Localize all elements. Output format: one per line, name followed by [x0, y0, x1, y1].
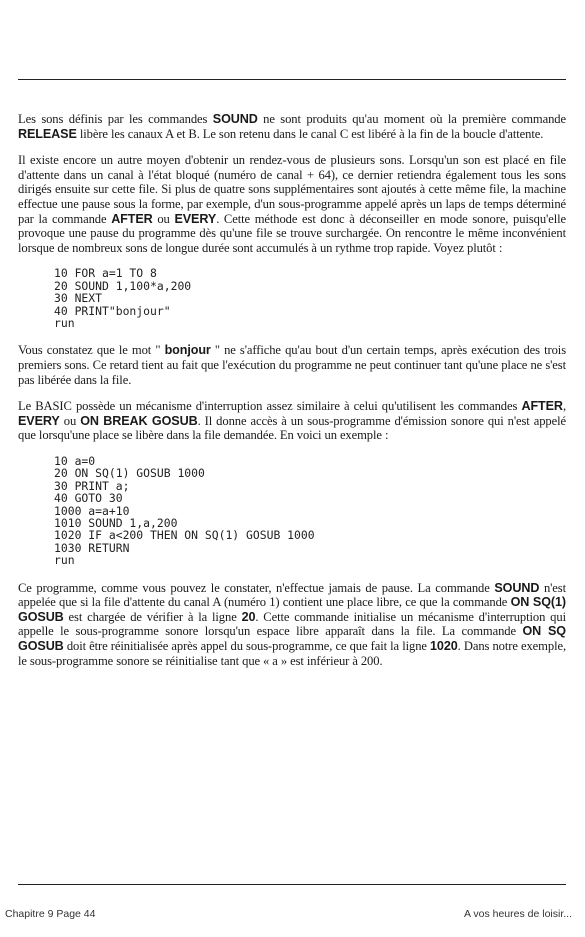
text-run: . Cette méthode est donc à déconseiller en mode sonore, puisqu'elle provoque une pause du programme dès qu'une file se trouve surchargée. On rencontre le même inconvénient lorsque de nombreux sons de longue durée sont accumulés à un rythme trop rapide. Voyez plutôt :: [18, 211, 566, 255]
text-run: . Il donne accès à un sous-programme d'émission sonore qui n'est appelé que lorsqu'une place se libère dans la file demandée. En voici un exemple :: [18, 413, 566, 443]
paragraph-3: [18, 343, 566, 387]
text-run: doit être réinitialisée après appel du sous-programme, ce que fait la ligne: [63, 638, 431, 653]
text-run: ou: [59, 413, 81, 428]
footer-chapter-page: Chapitre 9 Page 44: [5, 908, 96, 920]
text-run: Vous constatez que le mot ": [18, 343, 165, 358]
text-run: Le BASIC possède un mécanisme d'interruption assez similaire à celui qu'utilisent les commandes: [18, 399, 522, 414]
keyword: SOUND: [494, 580, 540, 595]
keyword: bonjour: [164, 343, 211, 358]
text-run: Les sons définis par les commandes: [18, 112, 213, 126]
paragraph-5: [18, 581, 566, 669]
code-listing-2: 10 a=0 20 ON SQ(1) GOSUB 1000 30 PRINT a; 40 GOTO 30 1000 a=a+10 1010 SOUND 1,a,200 1020 IF a<200 THEN ON SQ(1) GOSUB 1000 1030 RETURN run: [54, 453, 315, 568]
keyword: 20: [241, 609, 256, 624]
text-run: libère les canaux A et B. Le son retenu dans le canal C est libéré à la fin de la boucle d'attente.: [76, 126, 544, 141]
keyword: AFTER: [111, 211, 153, 226]
keyword: SOUND: [212, 112, 258, 126]
paragraph-4: [18, 399, 566, 443]
footer-rule: [18, 884, 566, 885]
text-run: n'est appelée que si la file d'attente du canal A (numéro 1) contient une place libre, ce que la commande: [18, 580, 567, 610]
text-run: . Cette commande initialise un mécanisme d'interruption qui appelle le sous-programme sonore lorsqu'un espace libre apparaît dans la file. La commande: [18, 609, 566, 639]
keyword: ON SQ(1) GOSUB: [18, 595, 566, 624]
text-run: . Dans notre exemple, le sous-programme sonore se réinitialise tant que « a » est inférieur à 200.: [18, 638, 567, 668]
text-run: ne sont produits qu'au moment où la première commande: [257, 112, 566, 126]
footer-book-title: A vos heures de loisir...: [464, 908, 572, 920]
paragraph-1: [18, 112, 566, 141]
header-rule: [18, 79, 566, 80]
text-run: Ce programme, comme vous pouvez le constater, n'effectue jamais de pause. La commande: [18, 580, 495, 595]
text-run: ou: [152, 211, 175, 226]
text-run: " ne s'affiche qu'au bout d'un certain temps, après exécution des trois premiers sons. Ce retard tient au fait que l'exécution du programme ne peut continuer tant qu'une place ne s'est pas libérée dans la file.: [18, 343, 566, 387]
keyword: RELEASE: [18, 126, 77, 141]
paragraph-2: [18, 153, 566, 255]
keyword: EVERY: [174, 211, 217, 226]
keyword: EVERY: [18, 413, 60, 428]
keyword: 1020: [430, 638, 458, 653]
keyword: ON BREAK GOSUB: [80, 413, 198, 428]
code-listing-1: 10 FOR a=1 TO 8 20 SOUND 1,100*a,200 30 NEXT 40 PRINT"bonjour" run: [54, 266, 192, 330]
text-run: Il existe encore un autre moyen d'obtenir un rendez-vous de plusieurs sons. Lorsqu'un son est placé en file d'attente dans un canal à l'état bloqué (numéro de canal + 64), ce dernier retiendra également tous les sons dirigés ensuite sur cette file. Si plus de quatre sons supplémentaires sont ajoutés à cette même file, la machine effectue une pause sous la forme, par exemple, d'un sous-programme appelé après un laps de temps déterminé par la commande: [18, 153, 566, 226]
text-run: ,: [562, 399, 566, 414]
page-content: [18, 112, 566, 680]
text-run: est chargée de vérifier à la ligne: [63, 609, 242, 624]
keyword: AFTER: [521, 399, 563, 414]
keyword: ON SQ GOSUB: [18, 624, 566, 653]
